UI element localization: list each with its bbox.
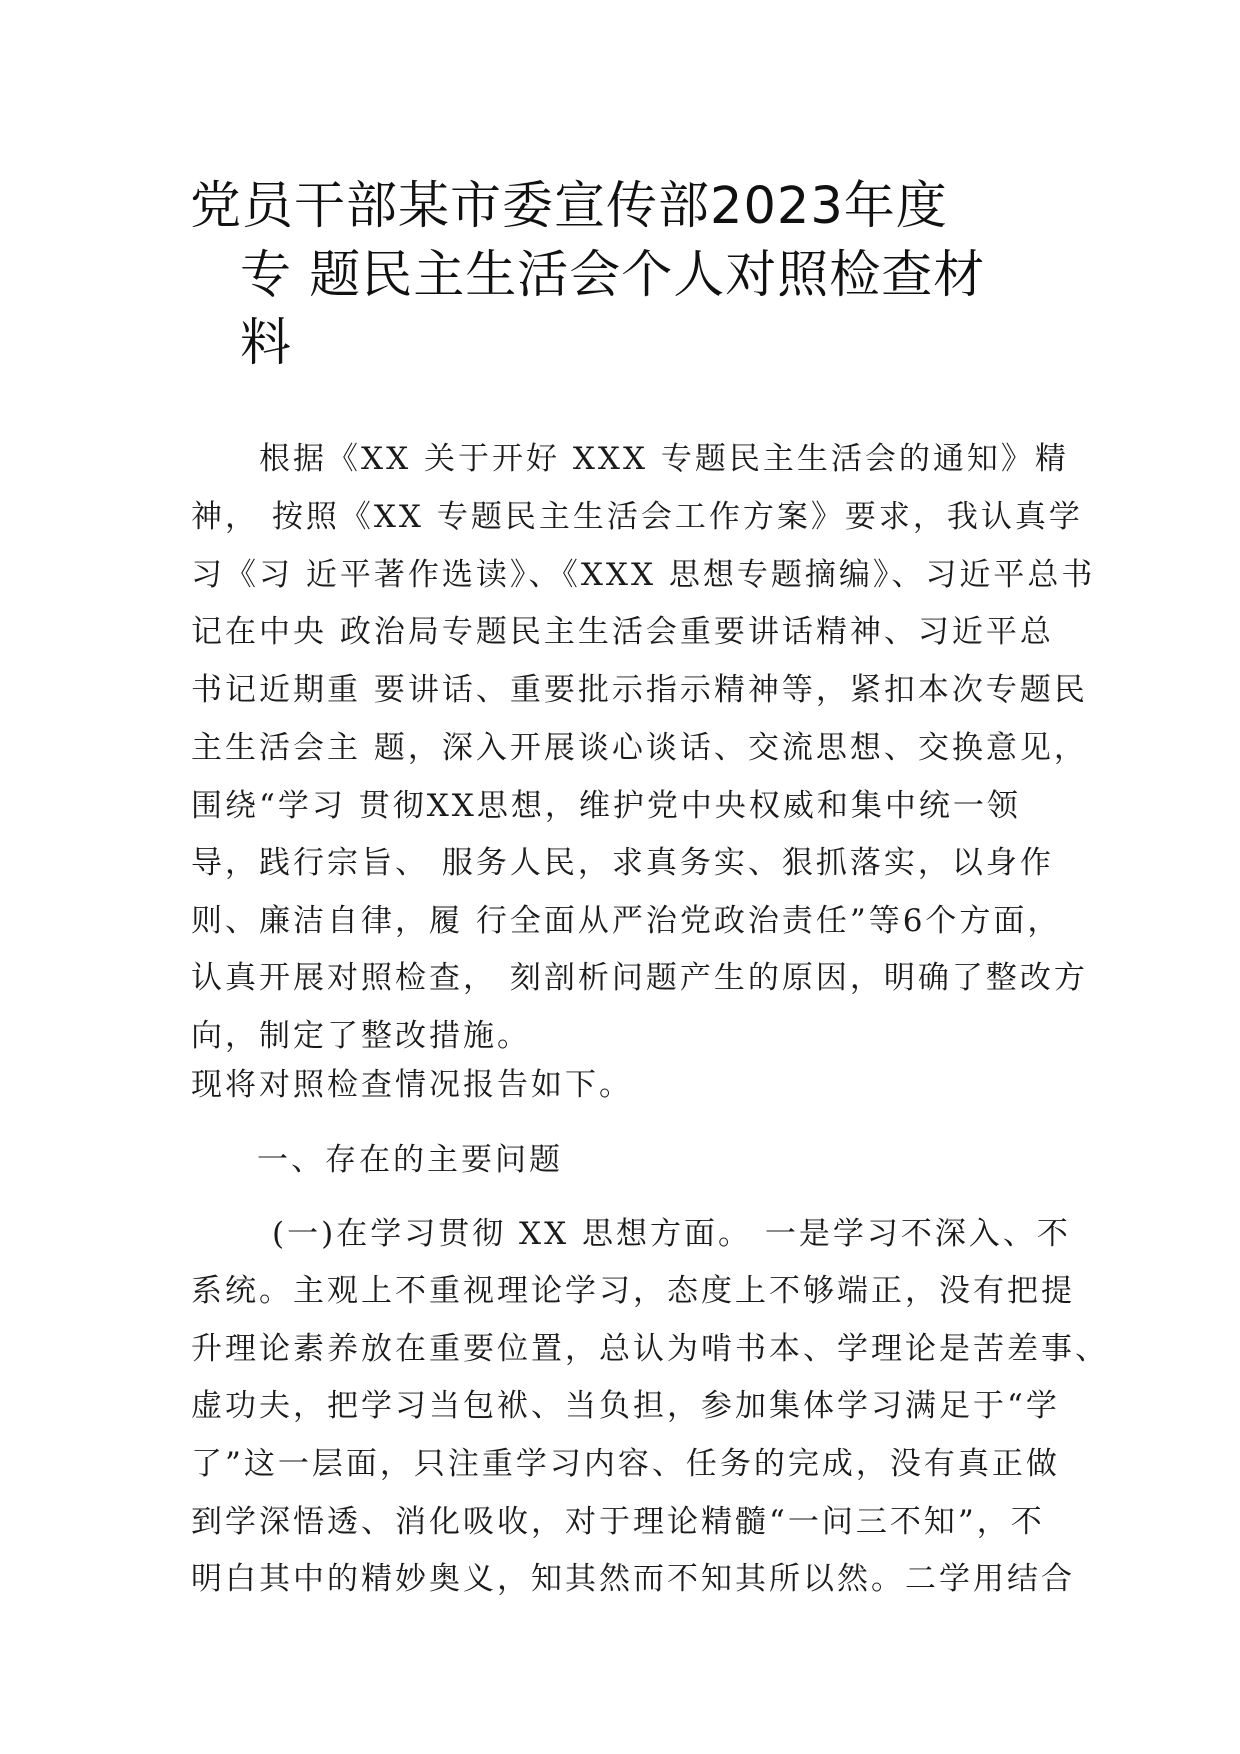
paragraph-line-14: (一)在学习贯彻 XX 思想方面。 一是学习不深入、不	[272, 1216, 1071, 1252]
title-line-1: 党员干部某市委宣传部2023年度	[190, 177, 948, 236]
paragraph-line-11: 向，制定了整改措施。	[191, 1018, 531, 1054]
paragraph-line-10: 认真开展对照检查， 刻剖析问题产生的原因，明确了整改方	[191, 960, 1088, 996]
paragraph-line-18: 了”这一层面，只注重学习内容、任务的完成，没有真正做	[191, 1446, 1060, 1482]
paragraph-line-7: 围绕“学习 贯彻XX思想，维护党中央权威和集中统一领	[191, 788, 1021, 824]
paragraph-line-3: 习《习 近平著作选读》、《XXX 思想专题摘编》、习近平总书	[191, 557, 1096, 593]
paragraph-line-12: 现将对照检查情况报告如下。	[191, 1067, 633, 1103]
paragraph-line-2: 神， 按照《XX 专题民主生活会工作方案》要求，我认真学	[191, 499, 1083, 535]
section-heading: 一、存在的主要问题	[257, 1142, 563, 1178]
paragraph-line-15: 系统。主观上不重视理论学习，态度上不够端正，没有把提	[191, 1273, 1075, 1309]
paragraph-line-1: 根据《XX 关于开好 XXX 专题民主生活会的通知》精	[259, 441, 1069, 477]
paragraph-line-19: 到学深悟透、消化吸收，对于理论精髓“一问三不知”，不	[191, 1504, 1045, 1540]
paragraph-line-20: 明白其中的精妙奥义，知其然而不知其所以然。二学用结合	[191, 1561, 1075, 1597]
paragraph-line-5: 书记近期重 要讲话、重要批示指示精神等，紧扣本次专题民	[191, 672, 1088, 708]
paragraph-line-9: 则、廉洁自律，履 行全面从严治党政治责任”等6个方面，	[191, 903, 1062, 939]
paragraph-line-17: 虚功夫，把学习当包袱、当负担，参加集体学习满足于“学	[191, 1388, 1060, 1424]
title-line-3: 料	[240, 314, 293, 373]
paragraph-line-4: 记在中央 政治局专题民主生活会重要讲话精神、习近平总	[191, 614, 1054, 650]
paragraph-line-6: 主生活会主 题，深入开展谈心谈话、交流思想、交换意见，	[191, 730, 1088, 766]
paragraph-line-16: 升理论素养放在重要位置，总认为啃书本、学理论是苦差事、	[191, 1331, 1109, 1367]
paragraph-line-8: 导，践行宗旨、 服务人民，求真务实、狠抓落实，以身作	[191, 845, 1054, 881]
title-line-2: 专 题民主生活会个人对照检查材	[240, 246, 986, 305]
